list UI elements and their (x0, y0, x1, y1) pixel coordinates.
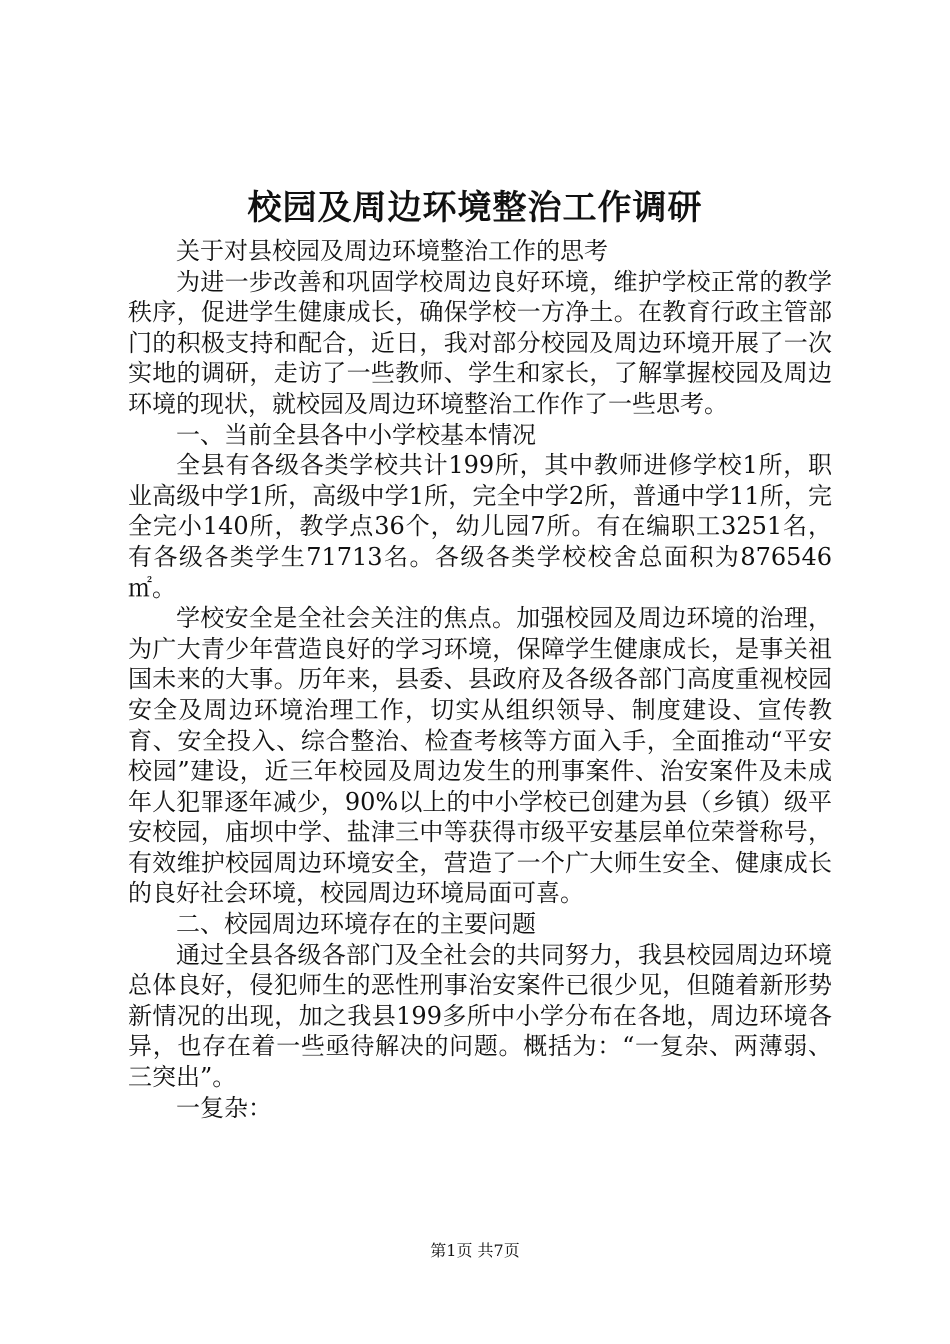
statistics-paragraph: 全县有各级各类学校共计199所，其中教师进修学校1所，职业高级中学1所，高级中学1所，完全中学2所，普通中学11所，完全完小140所，教学点36个，幼儿园7所。有在编职工3251名，有各级各类学生71713名。各级各类学校校舍总面积为876546㎡。 (128, 451, 832, 602)
document-title: 校园及周边环境整治工作调研 (247, 188, 703, 228)
problems-paragraph: 通过全县各级各部门及全社会的共同努力，我县校园周边环境总体良好，侵犯师生的恶性刑事治安案件已很少见，但随着新形势新情况的出现，加之我县199多所中小学分布在各地，周边环境各异，也存在着一些亟待解决的问题。概括为：“一复杂、两薄弱、三突出”。 (128, 940, 832, 1092)
document-body (128, 236, 832, 1123)
subheading-complexity: 一复杂： (176, 1093, 272, 1122)
safety-paragraph: 学校安全是全社会关注的焦点。加强校园及周边环境的治理，为广大青少年营造良好的学习环境，保障学生健康成长，是事关祖国未来的大事。历年来，县委、县政府及各级各部门高度重视校园安全及周边环境治理工作，切实从组织领导、制度建设、宣传教育、安全投入、综合整治、检查考核等方面入手，全面推动“平安校园”建设，近三年校园及周边发生的刑事案件、治安案件及未成年人犯罪逐年减少，90%以上的中小学校已创建为县（乡镇）级平安校园，庙坝中学、盐津三中等获得市级平安基层单位荣誉称号，有效维护校园周边环境安全，营造了一个广大师生安全、健康成长的良好社会环境，校园周边环境局面可喜。 (128, 604, 832, 908)
subtitle-paragraph: 关于对县校园及周边环境整治工作的思考 (176, 237, 608, 265)
section-heading-1: 一、当前全县各中小学校基本情况 (176, 420, 536, 449)
page-number-footer: 第1页 共7页 (430, 1241, 520, 1260)
intro-paragraph: 为进一步改善和巩固学校周边良好环境，维护学校正常的教学秩序，促进学生健康成长，确保学校一方净土。在教育行政主管部门的积极支持和配合，近日，我对部分校园及周边环境开展了一次实地的调研，走访了一些教师、学生和家长，了解掌握校园及周边环境的现状，就校园及周边环境整治工作作了一些思考。 (128, 267, 832, 418)
section-heading-2: 二、校园周边环境存在的主要问题 (176, 910, 536, 939)
